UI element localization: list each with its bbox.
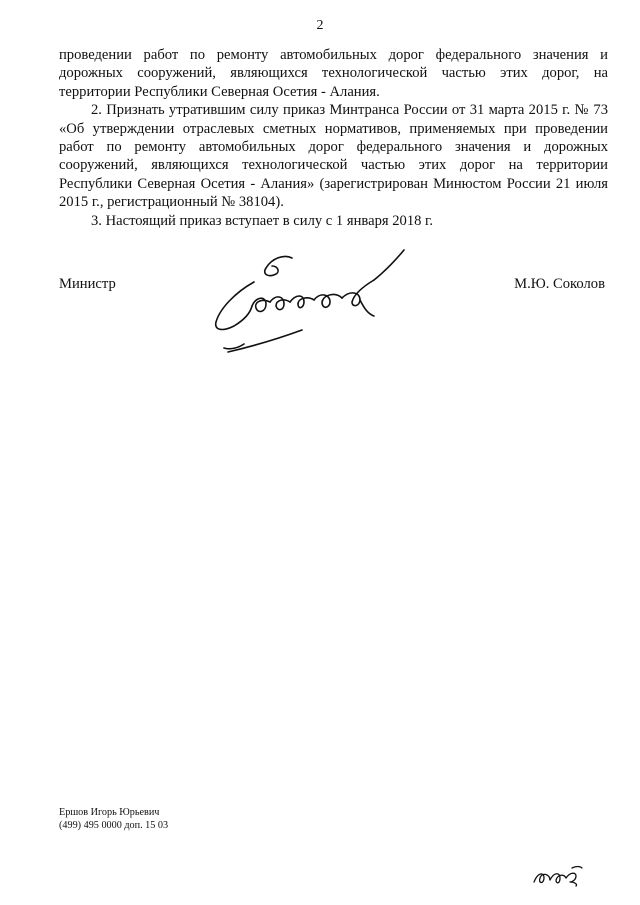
signer-name: М.Ю. Соколов xyxy=(514,276,605,292)
paragraph-2-repeal-order: 2. Признать утратившим силу приказ Минтранса России от 31 марта 2015 г. № 73 «Об утверждении отраслевых сметных нормативов, применяемых при проведении работ по ремонту автомобильных дорог федерального значения и дорожных сооружений, являющихся технологической частью этих дорог на территории Республики Северная Осетия - Алания» (зарегистрирован Минюстом России 21 июля 2015 г., регистрационный № 38104). xyxy=(59,102,608,211)
executor-phone: (499) 495 0000 доп. 15 03 xyxy=(59,820,169,831)
executor-info xyxy=(59,806,168,832)
handwritten-signature xyxy=(214,244,419,356)
handwritten-initials xyxy=(532,864,584,888)
executor-name: Ершов Игорь Юрьевич xyxy=(59,807,160,818)
paragraph-3-effective-date: 3. Настоящий приказ вступает в силу с 1 января 2018 г. xyxy=(91,212,434,229)
signer-position: Министр xyxy=(59,276,116,292)
document-body xyxy=(59,46,608,230)
page-number: 2 xyxy=(316,18,324,33)
paragraph-continuation: проведении работ по ремонту автомобильных дорог федерального значения и дорожных сооружений, являющихся технологической частью этих дорог, на территории Республики Северная Осетия - Алания. xyxy=(59,47,608,100)
